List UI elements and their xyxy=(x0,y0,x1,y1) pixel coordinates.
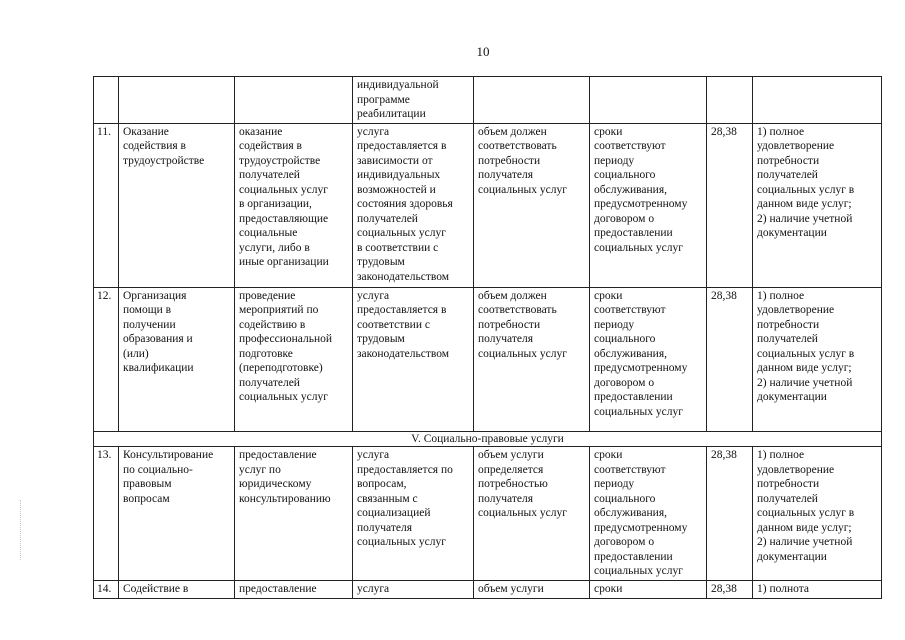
cell-text-line: соответствуют xyxy=(594,304,666,316)
volume-cell xyxy=(474,123,590,287)
cell-text-line: получателей xyxy=(357,212,418,225)
cell-text-line: 1) полное xyxy=(757,449,805,461)
cell-text-line: 2) наличие учетной xyxy=(757,212,853,225)
cell-text-line: (переподготовке) xyxy=(239,362,323,374)
row-number-cell xyxy=(94,123,119,287)
quality-indicators-cell xyxy=(753,580,882,598)
service-description-cell xyxy=(235,580,353,598)
service-description-cell xyxy=(235,123,353,287)
cell-text-line: социальных услуг xyxy=(357,536,446,548)
cell-text-line: 11. xyxy=(97,125,111,138)
cell-text-line: 28,38 xyxy=(711,125,737,138)
cell-text-line: сроки xyxy=(594,449,623,461)
service-name-cell xyxy=(119,77,235,124)
cell-text-line: предусмотренному xyxy=(594,198,688,210)
cell-text-line: документации xyxy=(757,391,827,403)
cell-text-line: предусмотренному xyxy=(594,521,688,534)
cell-text-line: услуги, либо в xyxy=(239,241,310,254)
cell-text-line: удовлетворение xyxy=(757,140,835,152)
cell-text-line: социального xyxy=(594,333,656,345)
cell-text-line: социальных услуг в xyxy=(757,507,855,519)
cell-text-line: договором о xyxy=(594,212,655,225)
page-number: 10 xyxy=(476,44,490,59)
cell-text-line: трудовым xyxy=(357,333,405,345)
cell-text-line: получателей xyxy=(757,333,818,345)
cell-text-line: обслуживания, xyxy=(594,183,667,196)
cell-text-line: трудоустройстве xyxy=(239,154,321,167)
cell-text-line: зависимости от xyxy=(357,154,433,167)
terms-cell xyxy=(590,77,707,124)
section-row xyxy=(94,431,882,447)
cell-text-line: получателя xyxy=(357,521,412,534)
cell-text-line: социальных услуг xyxy=(478,347,567,360)
terms-cell xyxy=(590,447,707,581)
quality-indicators-cell xyxy=(753,447,882,581)
cell-text-line: трудовым xyxy=(357,256,405,268)
cell-text-line: законодательством xyxy=(357,347,450,360)
cell-text-line: данном виде услуг; xyxy=(757,362,852,374)
cell-text-line: социальных услуг xyxy=(594,241,683,254)
row-number-cell xyxy=(94,77,119,124)
table-row xyxy=(94,447,882,581)
cell-text-line: социальных услуг xyxy=(239,183,328,196)
provision-conditions-cell xyxy=(353,123,474,287)
cell-text-line: 28,38 xyxy=(711,449,737,461)
section-heading: V. Социально-правовые услуги xyxy=(94,431,882,447)
service-description-cell xyxy=(235,287,353,431)
cell-text-line: потребности xyxy=(478,154,541,167)
volume-cell xyxy=(474,580,590,598)
cell-text-line: вопросам, xyxy=(357,478,407,490)
volume-cell xyxy=(474,77,590,124)
cell-text-line: данном виде услуг; xyxy=(757,198,852,210)
row-number-cell xyxy=(94,287,119,431)
cell-text-line: сроки xyxy=(594,582,623,595)
quality-indicators-cell xyxy=(753,77,882,124)
cell-text-line: 28,38 xyxy=(711,582,737,595)
cell-text-line: 28,38 xyxy=(711,289,737,302)
cell-text-line: потребности xyxy=(757,318,820,331)
cell-text-line: обслуживания, xyxy=(594,347,667,360)
cell-text-line: состояния здоровья xyxy=(357,198,453,210)
cell-text-line: Содействие в xyxy=(123,582,189,595)
service-name-cell xyxy=(119,123,235,287)
cell-text-line: предоставление xyxy=(239,449,317,461)
cell-text-line: вопросам xyxy=(123,492,170,505)
service-name-cell xyxy=(119,447,235,581)
cell-text-line: содействия в xyxy=(239,140,302,152)
cell-text-line: предоставлении xyxy=(594,550,673,563)
cell-text-line: соответствовать xyxy=(478,140,557,152)
cell-text-line: услуга xyxy=(357,125,390,138)
cell-text-line: услуг по xyxy=(239,463,281,476)
cell-text-line: 14. xyxy=(97,582,112,595)
cell-text-line: предоставляется в xyxy=(357,304,447,316)
cell-text-line: предоставление xyxy=(239,582,317,595)
quality-indicators-cell xyxy=(753,287,882,431)
cell-text-line: 1) полнота xyxy=(757,582,809,595)
cell-text-line: получателя xyxy=(478,169,533,181)
cell-text-line: (или) xyxy=(123,347,149,360)
cell-text-line: помощи в xyxy=(123,304,172,316)
cell-text-line: связанным с xyxy=(357,492,418,505)
cell-text-line: социальных услуг xyxy=(239,391,328,403)
cell-text-line: предоставлении xyxy=(594,227,673,239)
cell-text-line: услуга xyxy=(357,582,390,595)
cell-text-line: социализацией xyxy=(357,507,431,519)
cell-text-line: Оказание xyxy=(123,125,169,138)
cell-text-line: социального xyxy=(594,169,656,181)
cell-text-line: индивидуальных xyxy=(357,169,441,181)
cell-text-line: потребности xyxy=(757,154,820,167)
cell-text-line: получателей xyxy=(239,169,300,181)
cell-text-line: данном виде услуг; xyxy=(757,521,852,534)
service-description-cell xyxy=(235,77,353,124)
cell-text-line: получателей xyxy=(757,492,818,505)
cell-text-line: в соответствии с xyxy=(357,241,439,254)
volume-cell xyxy=(474,447,590,581)
cell-text-line: объем должен xyxy=(478,289,547,302)
provision-conditions-cell xyxy=(353,447,474,581)
cell-text-line: консультированию xyxy=(239,492,331,505)
tariff-cell xyxy=(707,123,753,287)
tariff-cell xyxy=(707,580,753,598)
cell-text-line: периоду xyxy=(594,154,635,167)
cell-text-line: социальных услуг xyxy=(478,507,567,519)
provision-conditions-cell xyxy=(353,287,474,431)
cell-text-line: предусмотренному xyxy=(594,362,688,374)
row-number-cell xyxy=(94,447,119,581)
cell-text-line: получении xyxy=(123,318,176,331)
tariff-cell xyxy=(707,287,753,431)
cell-text-line: потребности xyxy=(757,478,820,490)
cell-text-line: социальных услуг xyxy=(357,227,446,239)
cell-text-line: договором о xyxy=(594,376,655,389)
services-table xyxy=(93,76,882,599)
cell-text-line: удовлетворение xyxy=(757,463,835,476)
cell-text-line: 12. xyxy=(97,289,112,302)
cell-text-line: получателей xyxy=(239,376,300,389)
cell-text-line: предоставляется по xyxy=(357,463,453,476)
cell-text-line: оказание xyxy=(239,125,283,138)
cell-text-line: социальных услуг в xyxy=(757,183,855,196)
terms-cell xyxy=(590,580,707,598)
cell-text-line: программе xyxy=(357,93,410,106)
cell-text-line: 1) полное xyxy=(757,289,805,302)
cell-text-line: объем услуги xyxy=(478,449,544,461)
tariff-cell xyxy=(707,447,753,581)
cell-text-line: предоставляется в xyxy=(357,140,447,152)
cell-text-line: предоставляющие xyxy=(239,212,329,225)
cell-text-line: 2) наличие учетной xyxy=(757,376,853,389)
service-name-cell xyxy=(119,287,235,431)
cell-text-line: периоду xyxy=(594,478,635,490)
services-table-body xyxy=(94,77,882,599)
cell-text-line: соответствуют xyxy=(594,140,666,152)
cell-text-line: получателя xyxy=(478,492,533,505)
cell-text-line: объем должен xyxy=(478,125,547,138)
table-row xyxy=(94,580,882,598)
cell-text-line: содействию в xyxy=(239,318,306,331)
cell-text-line: социальные xyxy=(239,227,298,239)
table-row xyxy=(94,123,882,287)
cell-text-line: трудоустройстве xyxy=(123,154,205,167)
cell-text-line: определяется xyxy=(478,463,544,476)
cell-text-line: в организации, xyxy=(239,198,312,210)
cell-text-line: 2) наличие учетной xyxy=(757,536,853,548)
quality-indicators-cell xyxy=(753,123,882,287)
cell-text-line: возможностей и xyxy=(357,183,436,196)
cell-text-line: мероприятий по xyxy=(239,304,319,316)
terms-cell xyxy=(590,123,707,287)
row-number-cell xyxy=(94,580,119,598)
cell-text-line: услуга xyxy=(357,289,390,302)
service-name-cell xyxy=(119,580,235,598)
cell-text-line: законодательством xyxy=(357,270,450,283)
cell-text-line: документации xyxy=(757,227,827,239)
cell-text-line: соответствуют xyxy=(594,463,666,476)
provision-conditions-cell xyxy=(353,77,474,124)
cell-text-line: проведение xyxy=(239,289,296,302)
cell-text-line: социальных услуг xyxy=(478,183,567,196)
cell-text-line: образования и xyxy=(123,333,193,345)
cell-text-line: Организация xyxy=(123,289,187,302)
cell-text-line: получателя xyxy=(478,333,533,345)
cell-text-line: услуга xyxy=(357,449,390,461)
cell-text-line: потребности xyxy=(478,318,541,331)
cell-text-line: по социально- xyxy=(123,463,193,476)
cell-text-line: индивидуальной xyxy=(357,79,439,91)
cell-text-line: социальных услуг xyxy=(594,405,683,418)
service-description-cell xyxy=(235,447,353,581)
cell-text-line: удовлетворение xyxy=(757,304,835,316)
cell-text-line: квалификации xyxy=(123,362,194,374)
provision-conditions-cell xyxy=(353,580,474,598)
cell-text-line: договором о xyxy=(594,536,655,548)
cell-text-line: иные организации xyxy=(239,256,329,268)
terms-cell xyxy=(590,287,707,431)
cell-text-line: сроки xyxy=(594,289,623,302)
cell-text-line: реабилитации xyxy=(357,108,426,120)
tariff-cell xyxy=(707,77,753,124)
cell-text-line: получателей xyxy=(757,169,818,181)
cell-text-line: объем услуги xyxy=(478,582,544,595)
table-row xyxy=(94,287,882,431)
cell-text-line: социальных услуг xyxy=(594,565,683,577)
cell-text-line: потребностью xyxy=(478,478,548,490)
cell-text-line: содействия в xyxy=(123,140,186,152)
cell-text-line: социальных услуг в xyxy=(757,347,855,360)
cell-text-line: соответствии с xyxy=(357,318,430,331)
cell-text-line: обслуживания, xyxy=(594,507,667,519)
cell-text-line: Консультирование xyxy=(123,449,214,461)
cell-text-line: сроки xyxy=(594,125,623,138)
table-row xyxy=(94,77,882,124)
cell-text-line: предоставлении xyxy=(594,391,673,403)
cell-text-line: социального xyxy=(594,492,656,505)
cell-text-line: правовым xyxy=(123,478,172,490)
cell-text-line: 13. xyxy=(97,449,112,461)
scan-margin-line xyxy=(20,500,21,560)
volume-cell xyxy=(474,287,590,431)
cell-text-line: периоду xyxy=(594,318,635,331)
cell-text-line: подготовке xyxy=(239,347,293,360)
cell-text-line: документации xyxy=(757,550,827,563)
cell-text-line: 1) полное xyxy=(757,125,805,138)
cell-text-line: юридическому xyxy=(239,478,312,490)
cell-text-line: профессиональной xyxy=(239,333,333,345)
cell-text-line: соответствовать xyxy=(478,304,557,316)
